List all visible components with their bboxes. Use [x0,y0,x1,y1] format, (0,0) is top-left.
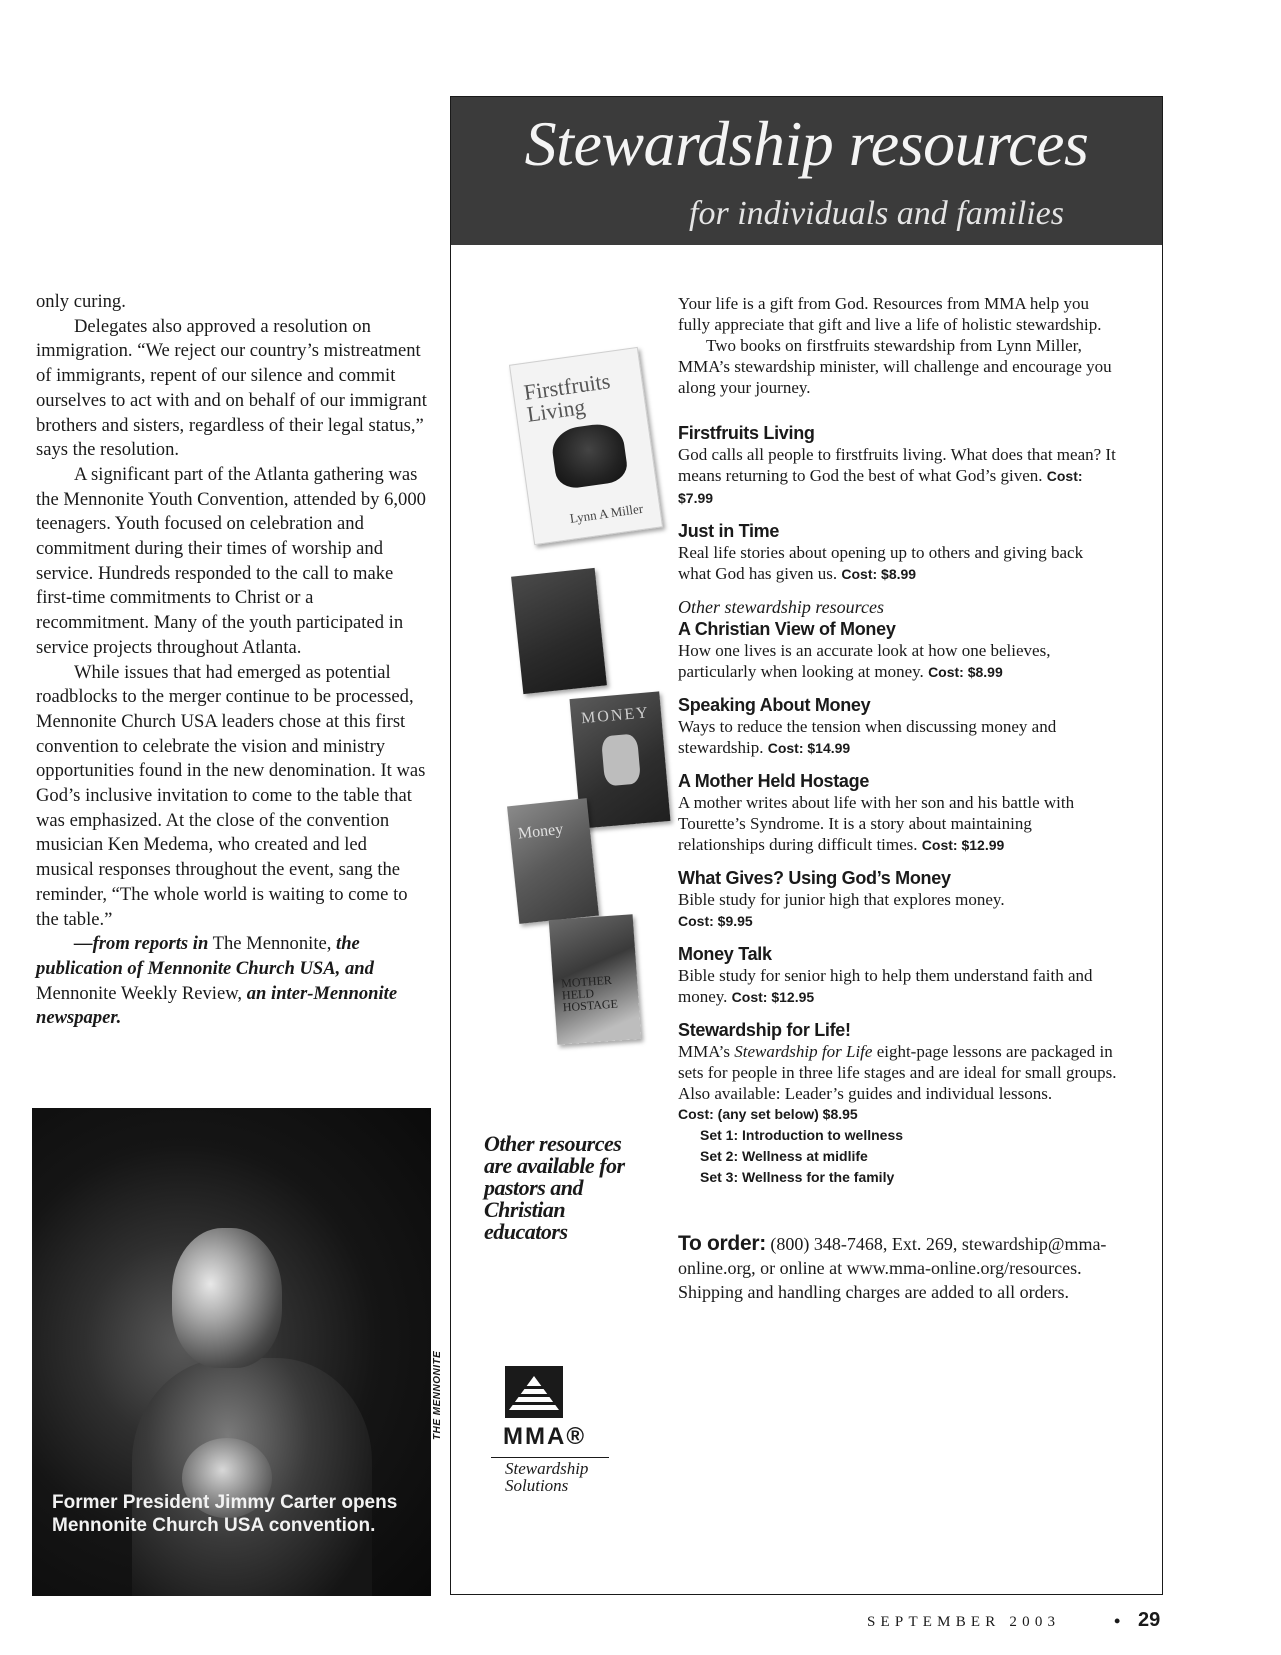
credit-part: the publication of Mennonite Church USA, and [36,933,374,979]
mma-tagline: Stewardship Solutions [505,1459,589,1495]
credit-part: The Mennonite, [212,933,332,955]
resource-desc-text: Real life stories about opening up to others and giving back what God has given us. [678,543,1084,583]
article-paragraph: only curing. [36,291,126,312]
issue-date: SEPTEMBER 2003 [867,1614,1061,1630]
order-info [678,1232,1118,1304]
resource-title: What Gives? Using God’s Money [678,868,951,888]
resource-cost: Cost: $8.99 [928,664,1003,680]
resource-cost: Cost: $14.99 [767,740,851,756]
set-item: Set 1: Introduction to wellness [700,1127,904,1143]
resource-title: A Mother Held Hostage [678,771,870,791]
life-desc-part: Stewardship for Life [734,1042,873,1061]
set-item: Set 2: Wellness at midlife [700,1148,868,1164]
book-cover-title: Firstfruits Living [522,368,612,427]
order-text: (800) 348-7468, Ext. 269, stewardship@mma-online.org, or online at www.mma-online.org/resources. Shipping and handling charges are added to all orders. [678,1234,1107,1302]
page-number: 29 [1138,1609,1161,1631]
resource-desc-text: How one lives is an accurate look at how one believes, particularly when looking at money. [678,641,1051,681]
book-cover-speaking-about-money [507,798,599,924]
resource-title: Stewardship for Life! [678,1020,851,1040]
mma-logo-icon [505,1366,563,1418]
article-paragraph: A significant part of the Atlanta gathering was the Mennonite Youth Convention, attended by 6,000 teenagers. Youth focused on celebration and commitment during their times of worship and service. Hundreds responded to the call to make first-time commitments to Christ or a recommitment. Many of the youth participated in service projects throughout Atlanta. [36,463,426,658]
resource-cost: Cost: $8.99 [841,566,917,582]
resource-description [678,444,1118,509]
resource-description [678,542,1118,585]
resource-description [678,889,1118,932]
book-cover-title: MONEY [580,704,651,728]
resource-title: Firstfruits Living [678,423,815,443]
intro-paragraph: Two books on firstfruits stewardship from Lynn Miller, MMA’s stewardship minister, will challenge and encourage you along your journey. [678,336,1112,397]
banner-title: Stewardship resources [524,108,1089,179]
banner-subtitle: for individuals and families [689,195,1064,232]
resource-cost: Cost: $7.99 [678,468,1083,506]
credit-part: an inter-Mennonite newspaper. [36,982,398,1029]
photo-figure-head [172,1228,282,1368]
basket-illustration [550,421,630,490]
resource-cost: Cost: $12.95 [731,989,815,1005]
resource-desc-text: God calls all people to firstfruits living. What does that mean? It means returning to God the best of what God’s given. [678,445,1116,485]
life-desc-part: MMA’s [678,1042,730,1061]
mma-logo-text: MMA® [503,1423,586,1450]
credit-part: —from reports in [74,933,209,955]
resource-desc-text: Bible study for senior high to help them understand faith and money. [678,966,1093,1006]
logo-divider [491,1457,609,1458]
resource-description [678,792,1118,856]
stewardship-resources-box [450,96,1163,1595]
article-credit [36,932,428,1031]
resource-description [678,640,1118,683]
resource-cost: Cost: $12.99 [921,837,1005,853]
resource-title: Speaking About Money [678,695,871,715]
photo-caption: Former President Jimmy Carter opens Mennonite Church USA convention. [52,1492,398,1536]
set-item: Set 3: Wellness for the family [700,1169,895,1185]
resource-description [678,1041,1118,1104]
resource-description [678,716,1118,759]
book-cover-title: MOTHER HELD HOSTAGE [560,972,619,1015]
order-label: To order: [678,1232,766,1255]
book-cover-author: Lynn A Miller [568,500,644,526]
life-desc-part: eight-page lessons are packaged in sets for people in three life stages and are ideal for small groups. Also available: Leader’s guides and individual lessons. [678,1042,1117,1103]
folio-separator: • [1114,1611,1121,1631]
photo-credit: THE MENNONITE [432,1350,443,1440]
resource-desc-text: A mother writes about life with her son and his battle with Tourette’s Syndrome. It is a story about maintaining relationships during difficult times. [678,793,1075,854]
resource-desc-text: Ways to reduce the tension when discussing money and stewardship. [678,717,1057,757]
resource-title: Just in Time [678,521,780,541]
credit-part: Mennonite Weekly Review, [36,982,243,1004]
resource-title: Money Talk [678,944,772,964]
cover-figure [601,733,641,786]
book-cover-mother-held-hostage [549,914,642,1045]
resource-cost: Cost: (any set below) $8.95 [678,1106,858,1122]
book-cover-title: Money [517,820,564,843]
intro-paragraph: Your life is a gift from God. Resources from MMA help you fully appreciate that gift and live a life of holistic stewardship. [678,294,1102,334]
article-paragraph: Delegates also approved a resolution on immigration. “We reject our country’s mistreatment of immigrants, repent of our silence and commit ourselves to act with and on behalf of our immigrant brothers and sisters, regardless of their legal status,” says the resolution. [36,315,427,461]
other-resources-heading: Other stewardship resources [678,597,884,617]
resource-cost: Cost: $9.95 [678,913,753,929]
article-column [36,290,428,1031]
resources-list [678,293,1118,1304]
resources-banner [451,97,1162,245]
set-list [700,1125,1118,1188]
resource-title: A Christian View of Money [678,619,896,639]
article-paragraph: While issues that had emerged as potential roadblocks to the merger continue to be processed, Mennonite Church USA leaders chose at this first convention to celebrate the vision and ministry opportunities found in the new denomination. It was God’s inclusive invitation to come to the table that was emphasized. At the close of the convention musician Ken Medema, who created and led musical responses throughout the event, sang the reminder, “The whole world is waiting to come to the table.” [36,661,426,930]
other-resources-note: Other resources are available for pastors and Christian educators [484,1131,625,1244]
carter-photo [32,1108,431,1596]
resource-description [678,965,1118,1008]
resource-desc-text: Bible study for junior high that explores money. [678,890,1005,909]
book-cover-firstfruits-living [509,347,663,545]
book-cover-just-in-time [511,568,607,694]
